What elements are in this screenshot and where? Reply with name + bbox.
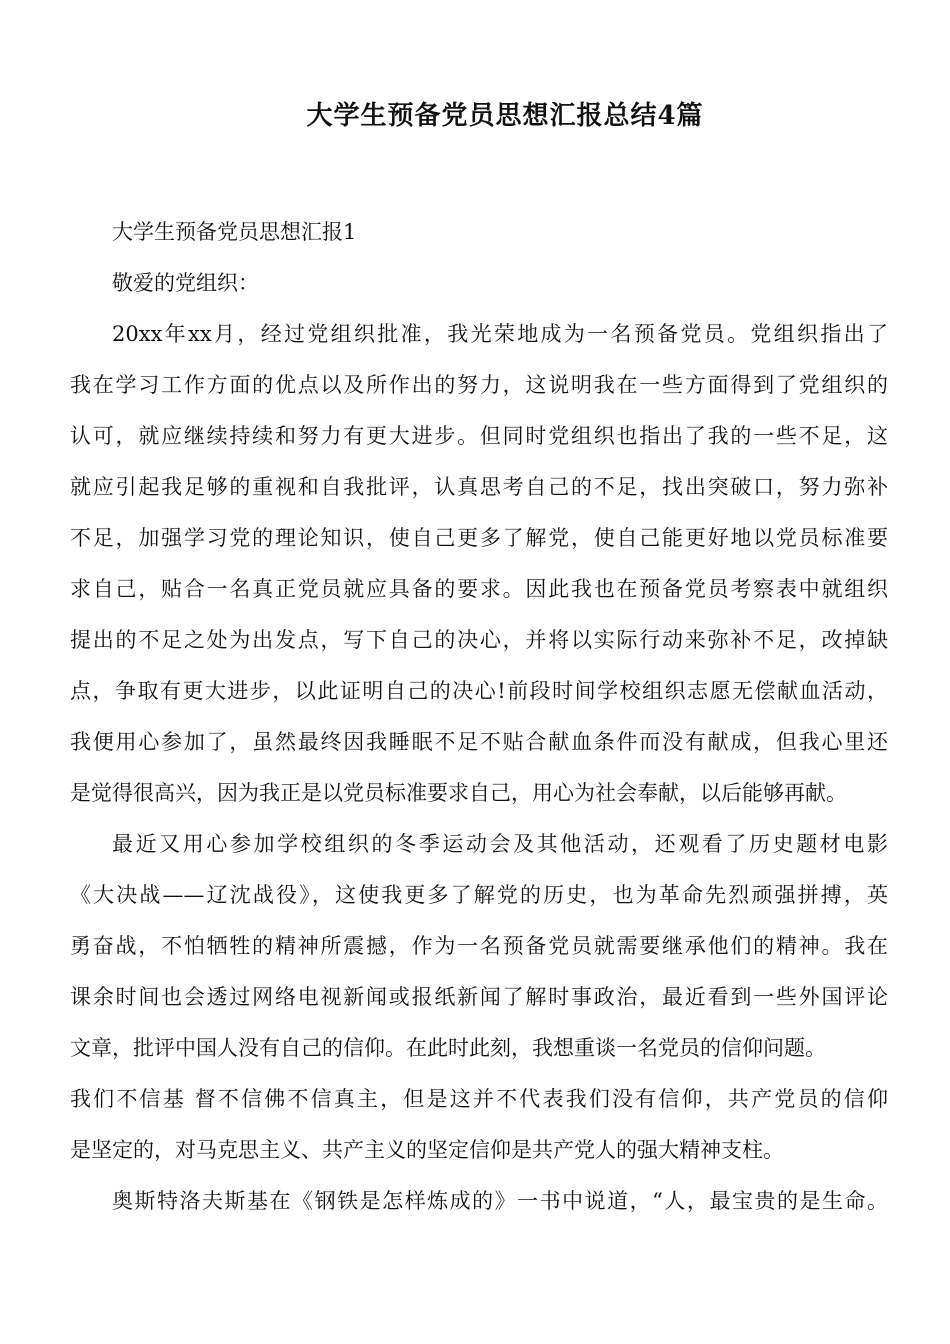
paragraph-line: 点，争取有更大进步，以此证明自己的决心!前段时间学校组织志愿无偿献血活动， [70,679,888,703]
paragraph-line: 是坚定的，对马克思主义、共产主义的坚定信仰是共产党人的强大精神支柱。 [70,1138,784,1162]
paragraph-line: 认可，就应继续持续和努力有更大进步。但同时党组织也指出了我的一些不足，这 [70,424,888,448]
paragraph-line: 课余时间也会透过网络电视新闻或报纸新闻了解时事政治，最近看到一些外国评论 [70,985,888,1009]
paragraph-line: 求自己，贴合一名真正党员就应具备的要求。因此我也在预备党员考察表中就组织 [70,577,888,601]
paragraph-line: 就应引起我足够的重视和自我批评，认真思考自己的不足，找出突破口，努力弥补 [70,475,888,499]
paragraph-line: 文章，批评中国人没有自己的信仰。在此时此刻，我想重谈一名党员的信仰问题。 [70,1036,826,1060]
paragraph-line: 20xx年xx月，经过党组织批准，我光荣地成为一名预备党员。党组织指出了 [112,322,888,346]
paragraph-line: 最近又用心参加学校组织的冬季运动会及其他活动，还观看了历史题材电影 [112,832,888,856]
document-title: 大学生预备党员思想汇报总结4篇 [306,101,704,131]
paragraph-line: 奥斯特洛夫斯基在《钢铁是怎样炼成的》一书中说道，“人，最宝贵的是生命。 [112,1189,888,1213]
salutation: 敬爱的党组织： [112,271,259,295]
paragraph-line: 勇奋战，不怕牺牲的精神所震撼，作为一名预备党员就需要继承他们的精神。我在 [70,934,888,958]
paragraph-line: 《大决战——辽沈战役》，这使我更多了解党的历史，也为革命先烈顽强拼搏，英 [70,883,888,907]
paragraph-line: 提出的不足之处为出发点，写下自己的决心，并将以实际行动来弥补不足，改掉缺 [70,628,888,652]
paragraph-line: 我在学习工作方面的优点以及所作出的努力，这说明我在一些方面得到了党组织的 [70,373,888,397]
document-body [70,207,888,1227]
paragraph-line: 我便用心参加了，虽然最终因我睡眠不足不贴合献血条件而没有献成，但我心里还 [70,730,888,754]
section-heading: 大学生预备党员思想汇报1 [112,220,357,244]
paragraph-line: 不足，加强学习党的理论知识，使自己更多了解党，使自己能更好地以党员标准要 [70,526,888,550]
paragraph-line: 我们不信基 督不信佛不信真主，但是这并不代表我们没有信仰，共产党员的信仰 [70,1087,888,1111]
paragraph-line: 是觉得很高兴，因为我正是以党员标准要求自己，用心为社会奉献，以后能够再献。 [70,781,847,805]
